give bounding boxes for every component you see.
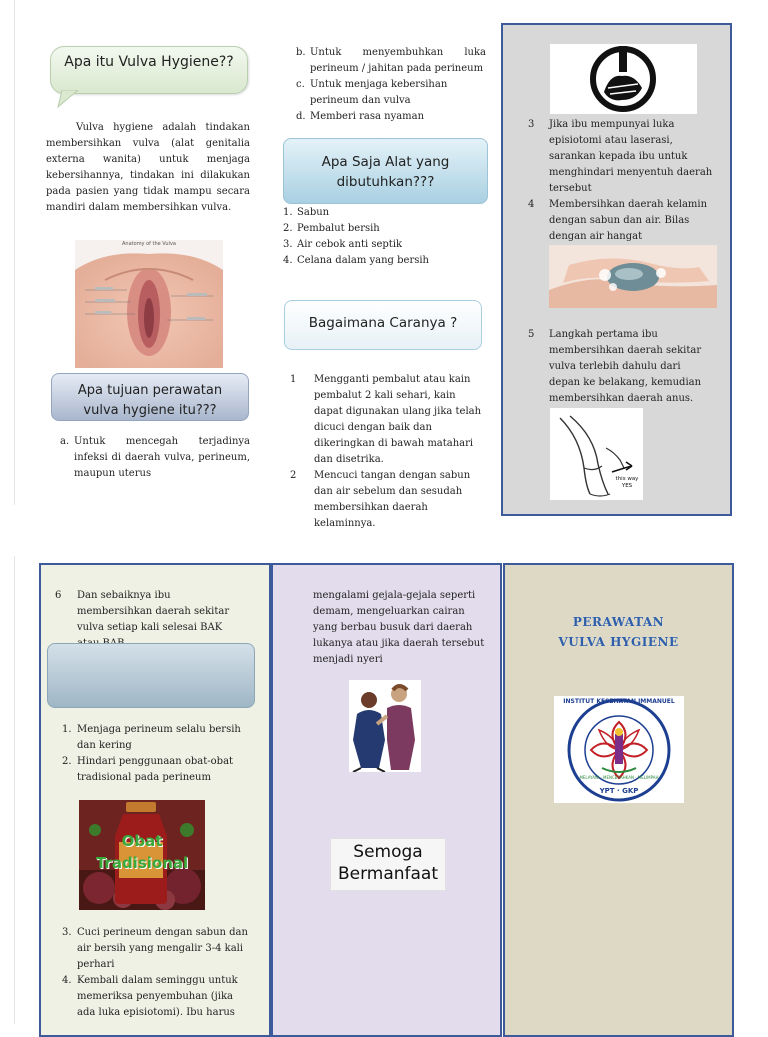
logo-ring-text: INSTITUT KESEHATAN IMMANUEL [563, 698, 675, 705]
item-marker: 2. [62, 756, 72, 767]
bubble-tail [56, 90, 86, 108]
item-text: Menjaga perineum selalu bersih dan kering [77, 724, 241, 751]
item-text: Kembali dalam seminggu untuk memeriksa penyembuhan (jika ada luka episiotomi). Ibu harus [77, 975, 238, 1018]
item-marker: 2 [290, 470, 297, 481]
item-text: Memberi rasa nyaman [310, 111, 425, 122]
heading-what-is-vulva-hygiene [50, 46, 248, 94]
institute-logo [554, 696, 684, 803]
steps-list-3-4 [528, 117, 713, 245]
closing-line-2: Bermanfaat [337, 864, 439, 884]
step-5 [528, 327, 713, 407]
item-marker: 4. [283, 255, 293, 266]
cover-title-line-2: VULVA HYGIENE [558, 635, 679, 649]
item-text: Langkah pertama ibu membersihkan daerah sekitar vulva terlebih dahulu dari depan ke belakang, kemudian membersihkan daerah anus. [549, 329, 702, 404]
item-marker: 1. [62, 724, 72, 735]
list-item [296, 77, 486, 109]
steps-list [290, 372, 484, 532]
item-text: Untuk mencegah terjadinya infeksi di daerah vulva, perineum, maupun uterus [74, 436, 250, 479]
list-item [62, 973, 248, 1021]
cover-title-line-1: PERAWATAN [572, 615, 665, 629]
anatomy-caption: Anatomy of the Vulva [122, 241, 176, 247]
list-item [528, 117, 713, 197]
item-marker: 2. [283, 223, 293, 234]
tools-list [283, 205, 488, 269]
purpose-list-continued [296, 45, 486, 125]
blank-heading-banner [47, 643, 255, 708]
list-item [283, 221, 488, 237]
list-item [290, 468, 484, 532]
item-marker: a. [60, 436, 70, 447]
logo-motto: MELAYANI · MENCERAHKAN · MELIMPAH [579, 775, 659, 780]
item-marker: 4 [528, 199, 535, 210]
heading-text: Apa itu Vulva Hygiene?? [64, 54, 234, 70]
item-marker: 3 [528, 119, 535, 130]
heading-purpose [51, 373, 249, 421]
page-edge [14, 556, 15, 1024]
closing-banner [330, 838, 446, 891]
item-text: Dan sebaiknya ibu membersihkan daerah sekitar vulva setiap kali selesai BAK [77, 590, 230, 633]
heading-text: Bagaimana Caranya ? [308, 315, 458, 331]
purpose-item-a [60, 434, 250, 482]
handwash-icon [550, 44, 697, 114]
continuation-text: mengalami gejala-gejala seperti demam, mengeluarkan cairan yang berbau busuk dari daerah lukanya atau jika daerah tersebut menjadi nyeri [313, 590, 485, 665]
item-marker: 1. [283, 207, 293, 218]
item-text: Untuk menjaga kebersihan perineum dan vulva [310, 79, 448, 106]
vulva-anatomy-image [75, 240, 223, 368]
page-2 [0, 540, 768, 1024]
list-item [290, 372, 484, 468]
heading-text: Apa Saja Alat yang dibutuhkan??? [321, 154, 450, 190]
item-marker: 3. [62, 927, 72, 938]
logo-sub: YPT · GKP [599, 787, 639, 795]
tradisional-label: Tradisional [95, 854, 189, 872]
cover-title [505, 612, 732, 652]
tips-list-3-4 [62, 925, 248, 1021]
item-marker: 4. [62, 975, 72, 986]
list-item [62, 925, 248, 973]
wiping-direction-illustration [550, 408, 643, 500]
list-item [62, 754, 248, 786]
list-item [296, 45, 486, 77]
item-text: Pembalut bersih [297, 223, 380, 234]
page-edge [14, 0, 15, 505]
item-text: Jika ibu mempunyai luka episiotomi atau laserasi, sarankan kepada ibu untuk menghindari menyentuh daerah tersebut [549, 119, 713, 194]
obat-label: Obat [121, 832, 163, 850]
item-marker: 3. [283, 239, 293, 250]
item-text: Mencuci tangan dengan sabun dan air sebelum dan sesudah membersihkan daerah kelaminnya. [314, 470, 471, 529]
item-text: Air cebok anti septik [297, 239, 403, 250]
item-marker: 5 [528, 329, 535, 340]
heading-how [284, 300, 482, 350]
list-item [283, 253, 488, 269]
item-text: Cuci perineum dengan sabun dan air bersih yang mengalir 3-4 kali perhari [77, 927, 248, 970]
item-text: Untuk menyembuhkan luka perineum / jahitan pada perineum [310, 47, 486, 74]
item-marker: 6 [55, 590, 62, 601]
traditional-medicine-image [79, 800, 205, 910]
list-item [283, 237, 488, 253]
item-marker: c. [296, 79, 305, 90]
item-marker: 1 [290, 374, 297, 385]
item-text: Celana dalam yang bersih [297, 255, 429, 266]
item-text: Hindari penggunaan obat-obat tradisional pada perineum [77, 756, 234, 783]
handwash-icon-image [550, 44, 697, 114]
nurse-patient-image [349, 680, 421, 772]
list-item [283, 205, 488, 221]
soap-hands-image [549, 245, 717, 308]
item-text: Sabun [297, 207, 330, 218]
heading-tools [283, 138, 488, 204]
definition-text: Vulva hygiene adalah tindakan membersihkan vulva (alat genitalia externa wanita) untuk menjaga kebersihannya, tindakan ini dilakukan pada pasien yang tidak mampu secara mandiri dalam membersihkan vulva. [46, 122, 250, 213]
item-marker: b. [296, 47, 306, 58]
list-item [528, 197, 713, 245]
item-text: Mengganti pembalut atau kain pembalut 2 kali sehari, kain dapat digunakan ulang jika telah dicuci dengan baik dan dikeringkan di bawah matahari dan disetrika. [314, 374, 482, 465]
tips-list-1-2 [62, 722, 248, 786]
heading-text: Apa tujuan perawatan vulva hygiene itu??? [77, 383, 223, 418]
list-item [296, 109, 486, 125]
list-item [62, 722, 248, 754]
illustration-caption: this way YES [615, 476, 639, 489]
item-text: Membersihkan daerah kelamin dengan sabun dan air. Bilas dengan air hangat [549, 199, 708, 242]
item-marker: d. [296, 111, 306, 122]
closing-line-1: Semoga [353, 842, 423, 862]
